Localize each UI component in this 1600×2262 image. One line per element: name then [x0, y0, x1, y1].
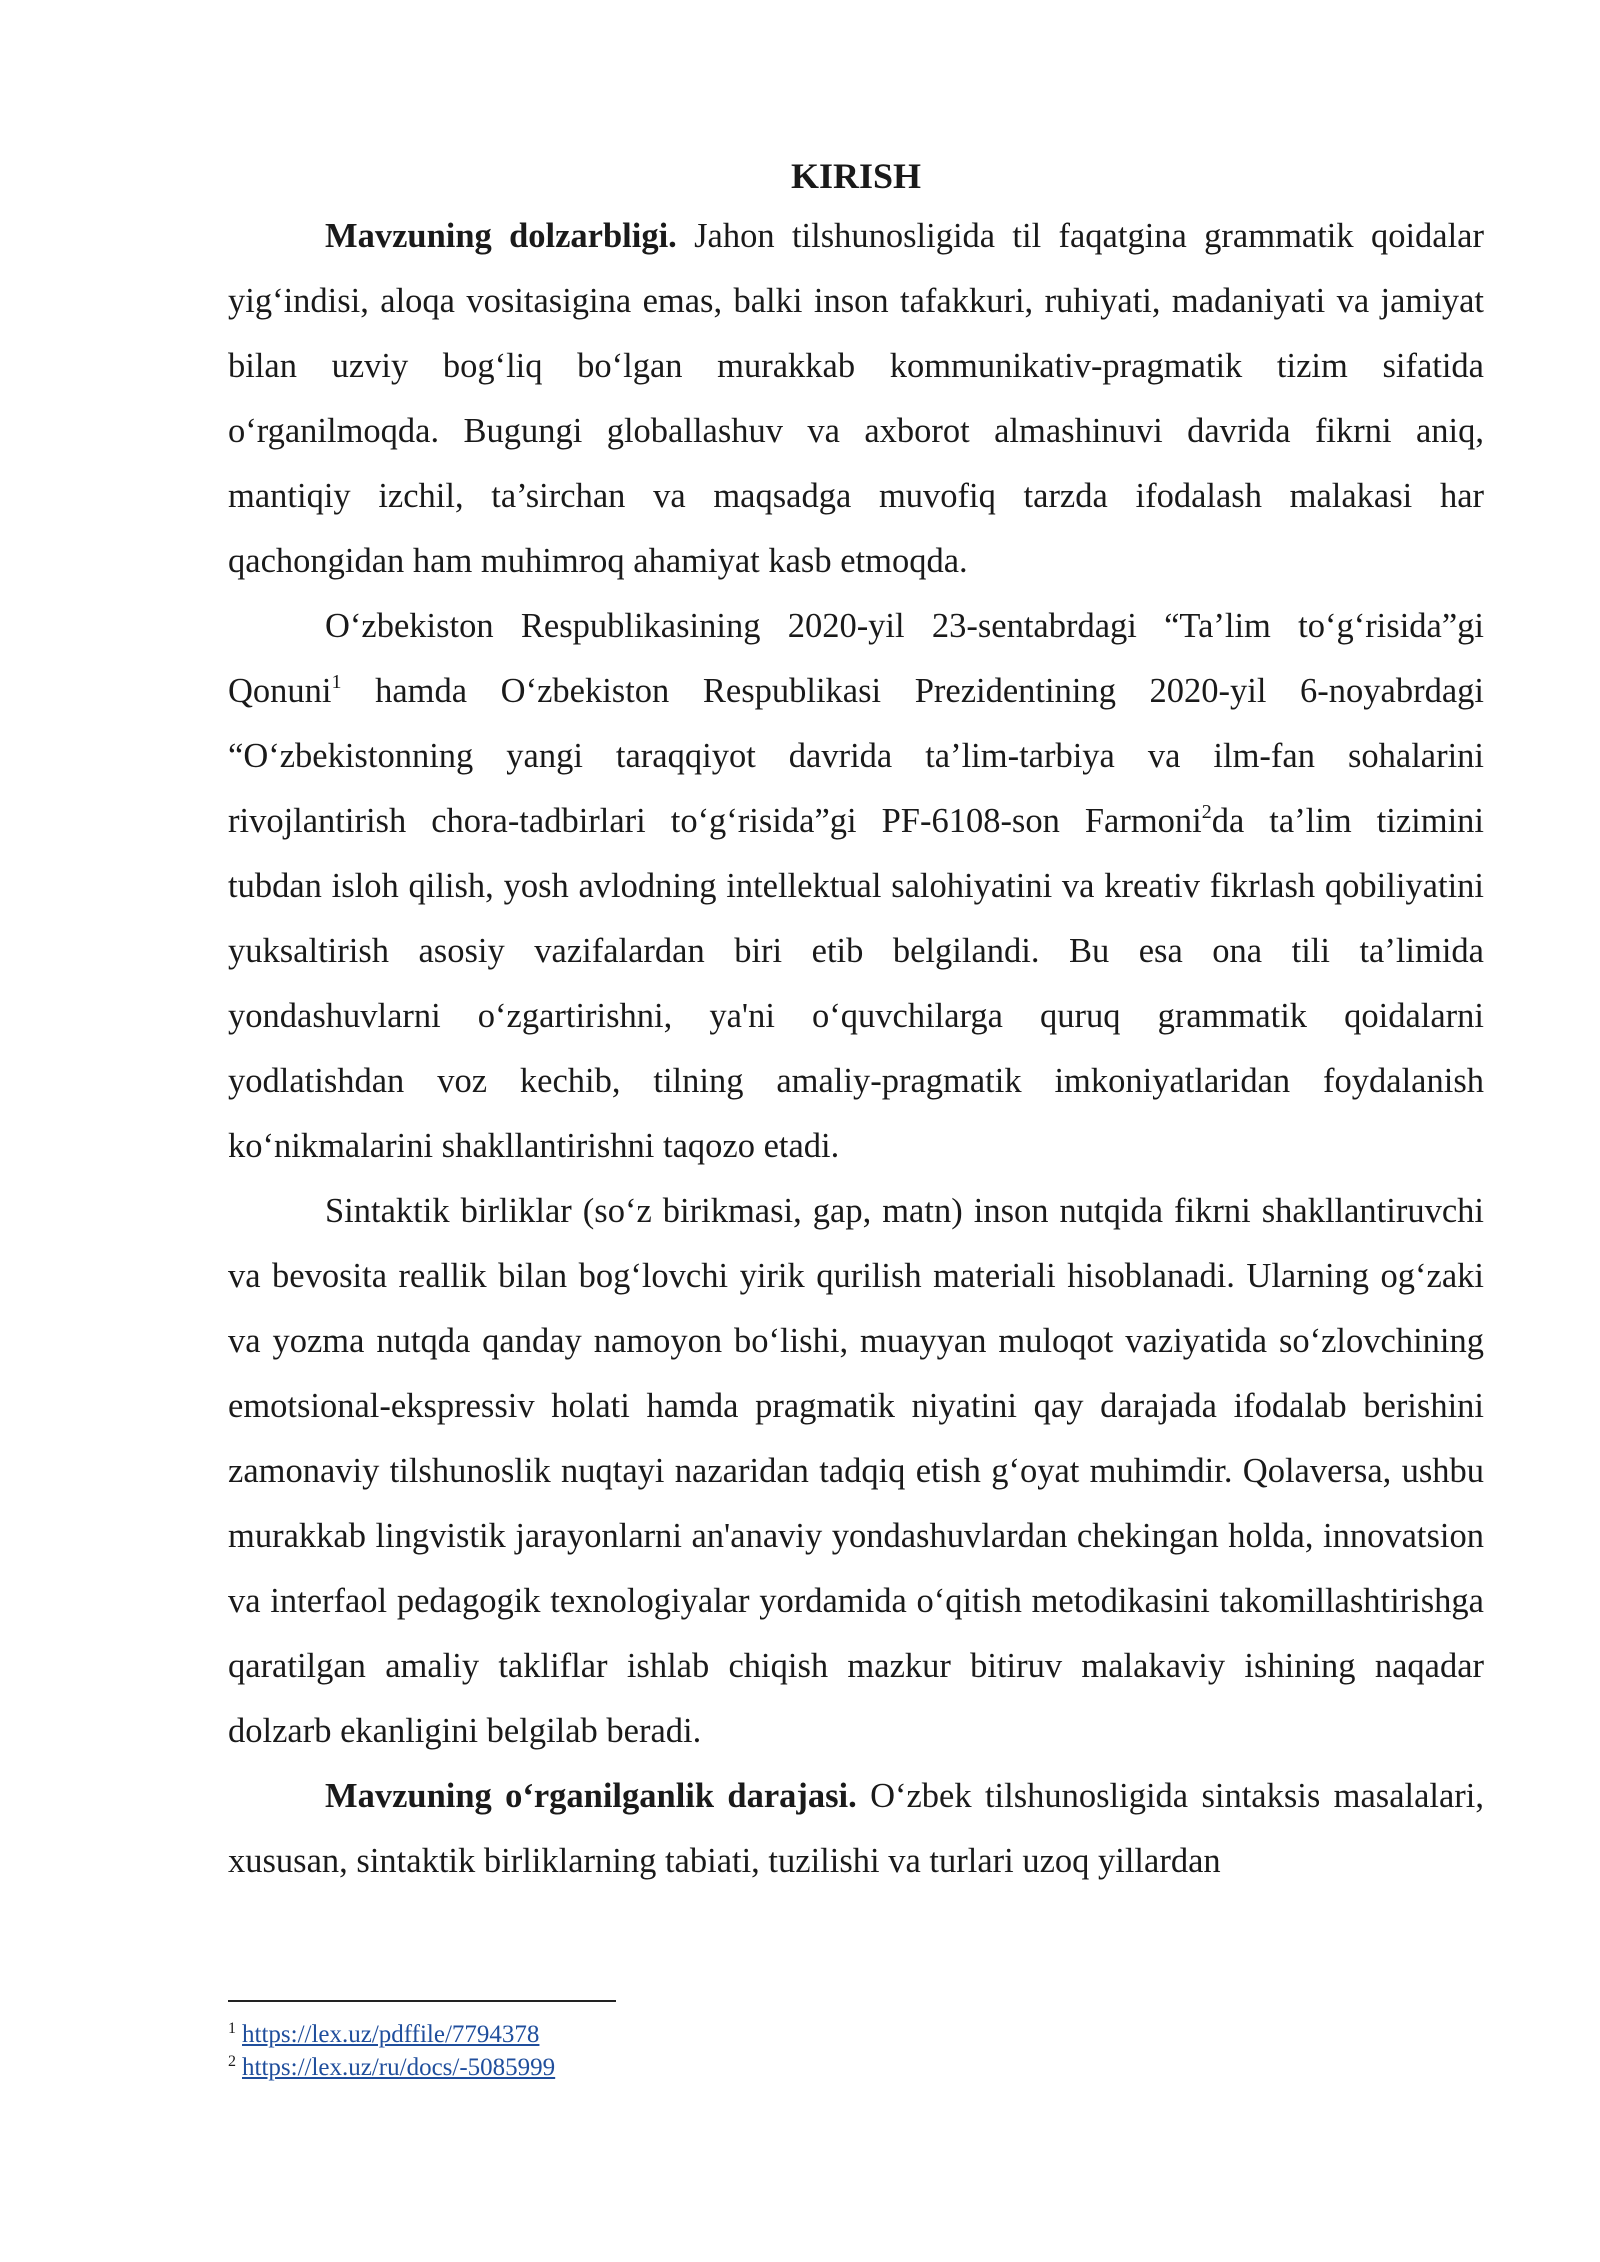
- paragraph-text: hamda O‘zbekiston Respublikasi Prezidentining 2020-yil 6-noyabrdagi “O‘zbekistonning yangi taraqqiyot davrida ta’lim-tarbiya va ilm-fan sohalarini rivojlantirish chora-tadbirlari to‘g‘risida”gi PF-6108-son Farmoni: [228, 672, 1484, 840]
- paragraph-relevance: [228, 204, 1484, 594]
- footnote-divider: [228, 2000, 616, 2002]
- page-title: KIRISH: [790, 156, 922, 196]
- footnote-1: [228, 2018, 555, 2051]
- footnote-number: 2: [228, 2053, 236, 2070]
- paragraph-text: Sintaktik birliklar (so‘z birikmasi, gap, matn) inson nutqida fikrni shakllantiruvchi va bevosita reallik bilan bog‘lovchi yirik qurilish materiali hisoblanadi. Ularning og‘zaki va yozma nutqda qanday namoyon bo‘lishi, muayyan muloqot vaziyatida so‘zlovchining emotsional-ekspressiv holati hamda pragmatik niyatini qay darajada ifodalab berishini zamonaviy tilshunoslik nuqtayi nazaridan tadqiq etish g‘oyat muhimdir. Qolaversa, ushbu murakkab lingvistik jarayonlarni an'anaviy yondashuvlardan chekingan holda, innovatsion va interfaol pedagogik texnologiyalar yordamida o‘qitish metodikasini takomillashtirishga qaratilgan amaliy takliflar ishlab chiqish mazkur bitiruv malakaviy ishining naqadar dolzarb ekanligini belgilab beradi.: [228, 1192, 1484, 1750]
- footnote-link-2[interactable]: https://lex.uz/ru/docs/-5085999: [242, 2054, 556, 2081]
- footnote-number: 1: [228, 2020, 236, 2037]
- paragraph-study-degree: [228, 1764, 1484, 1894]
- paragraph-text: O‘zbek tilshunosligida sintaksis masalalari, xususan, sintaktik birliklarning tabiati, tuzilishi va turlari uzoq yillardan: [228, 1777, 1485, 1880]
- footnotes: [228, 2018, 555, 2084]
- footnote-link-1[interactable]: https://lex.uz/pdffile/7794378: [242, 2021, 540, 2048]
- footnote-ref-2[interactable]: 2: [1201, 801, 1212, 823]
- document-page: [228, 148, 1484, 1894]
- paragraph-text: da ta’lim tizimini tubdan isloh qilish, yosh avlodning intellektual salohiyatini va kreativ fikrlash qobiliyatini yuksaltirish asosiy vazifalardan biri etib belgilandi. Bu esa ona tili ta’limida yondashuvlarni o‘zgartirishni, ya'ni o‘quvchilarga quruq grammatik qoidalarni yodlatishdan voz kechib, tilning amaliy-pragmatik imkoniyatlaridan foydalanish ko‘nikmalarini shakllantirishni taqozo etadi.: [228, 802, 1484, 1165]
- paragraph-syntactic-units: [228, 1179, 1484, 1764]
- footnote-ref-1[interactable]: 1: [331, 671, 342, 693]
- section-heading-study-degree: Mavzuning o‘rganilganlik darajasi.: [325, 1777, 857, 1815]
- paragraph-legislation: [228, 594, 1484, 1179]
- section-heading-relevance: Mavzuning dolzarbligi.: [325, 217, 677, 255]
- footnote-2: [228, 2051, 555, 2084]
- paragraph-text: O‘zbekiston Respublikasining 2020-yil 23-sentabrdagi “Ta’lim to‘g‘risida”gi Qonuni: [228, 607, 1484, 710]
- paragraph-text: Jahon tilshunosligida til faqatgina grammatik qoidalar yig‘indisi, aloqa vositasigina emas, balki inson tafakkuri, ruhiyati, madaniyati va jamiyat bilan uzviy bog‘liq bo‘lgan murakkab kommunikativ-pragmatik tizim sifatida o‘rganilmoqda. Bugungi globallashuv va axborot almashinuvi davrida fikrni aniq, mantiqiy izchil, ta’sirchan va maqsadga muvofiq tarzda ifodalash malakasi har qachongidan ham muhimroq ahamiyat kasb etmoqda.: [228, 217, 1484, 580]
